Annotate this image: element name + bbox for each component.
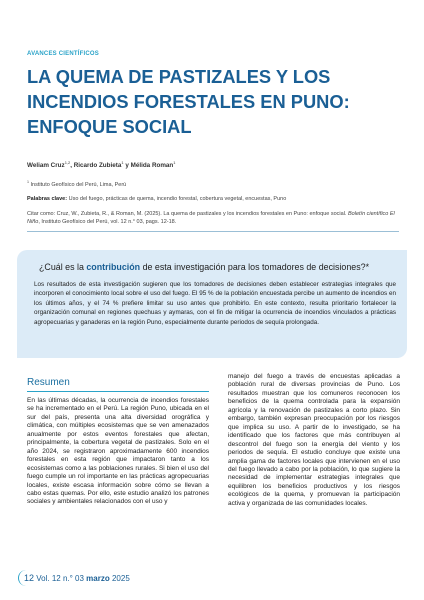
author-affiliation-mark: 1	[173, 160, 176, 165]
divider	[27, 231, 399, 232]
page-number: 12	[24, 573, 35, 583]
article-title	[27, 64, 407, 139]
footer-volume: Vol. 12 n.° 03	[36, 574, 84, 583]
question-emphasis: contribución	[86, 262, 141, 272]
keywords-text: Uso del fuego, prácticas de quema, incendio forestal, cobertura vegetal, encuestas, Puno	[67, 196, 287, 202]
keywords-label: Palabras clave:	[27, 196, 68, 202]
author-name: Weliam Cruz	[27, 162, 65, 170]
page-footer	[24, 573, 130, 583]
author-affiliation-mark: 1	[121, 160, 124, 165]
footer-year: 2025	[111, 574, 130, 583]
affiliation	[27, 180, 126, 188]
keywords	[27, 196, 286, 202]
question-text: ¿Cuál es la	[39, 262, 87, 272]
contribution-question	[39, 262, 369, 272]
author-name: Ricardo Zubieta	[73, 162, 122, 170]
citation	[27, 210, 397, 227]
author-list	[27, 160, 176, 169]
abstract-column-right: manejo del fuego a través de encuestas aplicadas a población rural de diversas provincias de Puno. Los resultados muestran que los comuneros reconocen los beneficios de la quema controlada para la expansión agrícola y la renovación de pastizales a corto plazo. Sin embargo, también expresan preocupación por los riesgos que implica su uso. A partir de lo investigado, se ha identificado que los factores que más contribuyen al descontrol del fuego son la energía del viento y los periodos de sequía. El estudio concluye que existe una amplia gama de factores locales que intervienen en el uso del fuego llevado a cabo por la población, lo que sugiere la necesidad de implementar estrategias integrales que equilibren los beneficios productivos y los riesgos ecológicos de la quema, y promuevan la participación activa y organizada de las comunidades locales.	[228, 373, 400, 507]
author-separator: ,	[70, 162, 74, 170]
abstract-heading: Resumen	[27, 377, 70, 388]
title-line: INCENDIOS FORESTALES EN PUNO:	[27, 91, 350, 112]
contribution-box	[17, 250, 407, 358]
affiliation-text: Instituto Geofísico del Perú, Lima, Perú	[29, 181, 127, 188]
abstract-heading-rule	[27, 391, 209, 392]
title-line: ENFOQUE SOCIAL	[27, 116, 192, 137]
author-affiliation-mark: 1,2	[64, 160, 71, 165]
question-text: de esta investigación para los tomadores de decisiones?*	[140, 262, 370, 272]
footer-month: marzo	[86, 574, 110, 583]
title-line: LA QUEMA DE PASTIZALES Y LOS	[27, 66, 331, 87]
author-separator: y	[123, 162, 131, 170]
section-tag: AVANCES CIENTÍFICOS	[27, 51, 99, 57]
citation-prefix: Citar como: Cruz, W., Zubieta, R., & Roman, M. (2025). La quema de pastizales y los incendios forestales en Puno: enfoque social.	[27, 211, 348, 217]
affiliation-mark: 1	[27, 180, 29, 184]
abstract-column-left: En las últimas décadas, la ocurrencia de incendios forestales se ha incrementado en el Perú. La región Puno, ubicada en el sur del país, presenta una alta diversidad orográfica y climática, con múltiples ecosistemas que se ven amenazados anualmente por estos eventos forestales que afectan, principalmente, la cobertura vegetal de pastizales. Solo en el año 2024, se registraron aproximadamente 600 incendios forestales en esta región que impactaron tanto a los ecosistemas como a las poblaciones rurales. Si bien el uso del fuego cumple un rol importante en las prácticas agropecuarias locales, existe escasa información sobre cómo se llevan a cabo estas quemas. Por ello, este estudio analizó los patrones sociales y ambientales relacionados con el uso y	[27, 397, 209, 506]
contribution-body: Los resultados de esta investigación sugieren que los tomadores de decisiones deben establecer estrategias integrales que incorporen el conocimiento local sobre el uso del fuego. El 95 % de la población encuestada percibe un aumento de incendios en los últimos años, y el 74 % prefiere limitar su uso antes que prohibirlo. En este contexto, resulta prioritario fortalecer la organización comunal en regiones quechuas y aymaras, con el fin de mitigar la ocurrencia de incendios vinculados a prácticas agropecuarias y ganaderas en la región Puno, especialmente durante periodos de sequía prolongada.	[34, 281, 396, 326]
citation-suffix: , Instituto Geofísico del Perú, vol. 12 n.° 03, pags. 12-18.	[38, 219, 177, 226]
author-name: Mélida Roman	[130, 162, 174, 170]
citation-journal: Boletín científico El Niño	[27, 211, 395, 226]
